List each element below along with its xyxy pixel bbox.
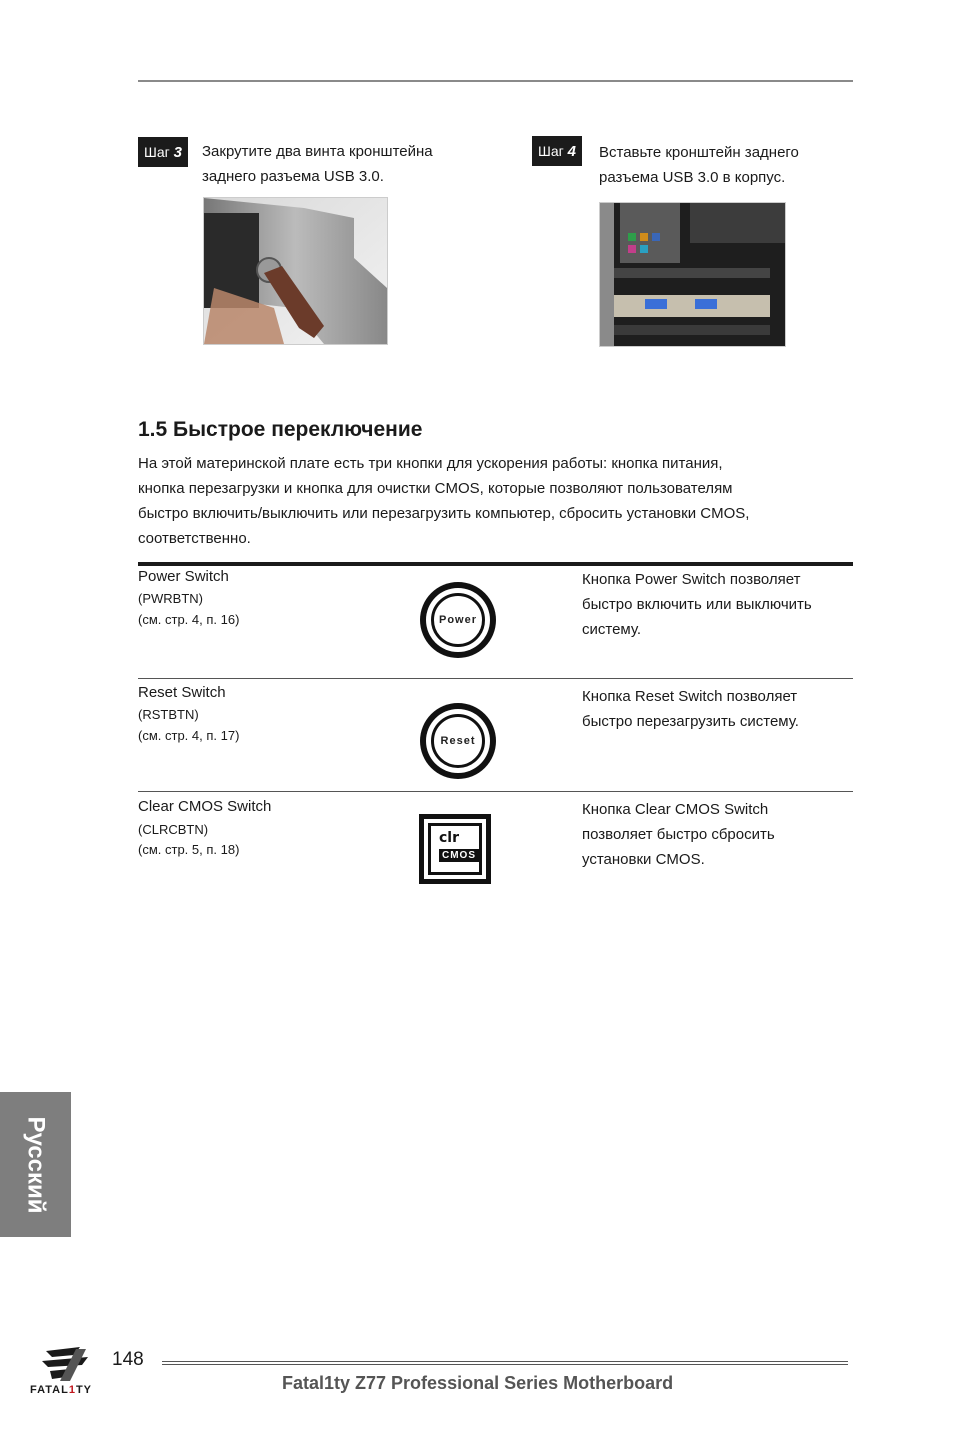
step-3-number: 3 — [173, 144, 182, 161]
power-button-icon — [420, 582, 496, 658]
desc-line: Кнопка Reset Switch позволяет — [582, 688, 798, 705]
clrcmos-switch-code: (CLRCBTN) — [138, 822, 209, 837]
brand-text-one: 1 — [68, 1384, 76, 1396]
page-number: 148 — [112, 1349, 144, 1370]
step-3-badge — [138, 137, 188, 167]
power-switch-ref: (см. стр. 4, п. 16) — [138, 612, 240, 627]
fatal1ty-wordmark — [30, 1384, 92, 1396]
intro-line: На этой материнской плате есть три кнопки для ускорения работы: кнопка питания, — [138, 455, 723, 472]
desc-line: быстро перезагрузить систему. — [582, 713, 799, 730]
footer-rule — [162, 1364, 848, 1365]
intro-line: быстро включить/выключить или перезагрузить компьютер, сбросить установки CMOS, — [138, 505, 750, 522]
reset-switch-code: (RSTBTN) — [138, 707, 199, 722]
footer-rule — [162, 1361, 848, 1362]
step-3-photo — [203, 197, 388, 345]
step-4-text-line2: разъема USB 3.0 в корпус. — [599, 169, 786, 186]
desc-line: Кнопка Power Switch позволяет — [582, 571, 801, 588]
desc-line: позволяет быстро сбросить — [582, 826, 775, 843]
reset-switch-name: Reset Switch — [138, 684, 226, 701]
clrcmos-switch-info — [138, 798, 271, 857]
step-3-text-line2: заднего разъема USB 3.0. — [202, 168, 384, 185]
step-4-text — [599, 140, 799, 190]
desc-line: установки CMOS. — [582, 851, 705, 868]
language-label: Русский — [22, 1116, 50, 1213]
clrcmos-switch-ref: (см. стр. 5, п. 18) — [138, 842, 240, 857]
step-4-photo — [599, 202, 786, 347]
case-install-photo — [600, 203, 785, 346]
section-intro — [138, 451, 853, 551]
desc-line: систему. — [582, 621, 642, 638]
reset-icon-label: Reset — [431, 714, 485, 768]
language-side-tab — [0, 1092, 71, 1237]
table-top-rule — [138, 562, 853, 566]
step-4-badge — [532, 136, 582, 166]
power-switch-code: (PWRBTN) — [138, 591, 203, 606]
step-3-text-line1: Закрутите два винта кронштейна — [202, 143, 433, 160]
power-switch-name: Power Switch — [138, 568, 229, 585]
power-switch-info — [138, 568, 239, 627]
desc-line: быстро включить или выключить — [582, 596, 812, 613]
power-switch-description — [582, 567, 812, 642]
clrcmos-switch-name: Clear CMOS Switch — [138, 798, 272, 815]
step-3-text — [202, 139, 433, 189]
clr-icon-label: clr — [439, 830, 460, 846]
desc-line: Кнопка Clear CMOS Switch — [582, 801, 769, 818]
intro-line: соответственно. — [138, 530, 251, 547]
row-divider — [138, 791, 853, 792]
screw-bracket-photo — [204, 198, 387, 344]
brand-text-b: TY — [75, 1384, 92, 1396]
power-icon-label: Power — [431, 593, 485, 647]
reset-switch-description — [582, 684, 799, 734]
clear-cmos-button-icon — [419, 814, 491, 884]
step-4-prefix: Шаг — [538, 143, 564, 159]
brand-text-a: FATAL — [30, 1384, 69, 1396]
section-title: 1.5 Быстрое переключение — [138, 418, 423, 441]
step-4-text-line1: Вставьте кронштейн заднего — [599, 144, 799, 161]
step-4-number: 4 — [567, 143, 576, 160]
footer-title: Fatal1ty Z77 Professional Series Motherboard — [282, 1373, 674, 1393]
fatal1ty-logo-icon — [40, 1347, 94, 1383]
cmos-icon-label: CMOS — [439, 849, 479, 862]
reset-switch-ref: (см. стр. 4, п. 17) — [138, 728, 240, 743]
row-divider — [138, 678, 853, 679]
clrcmos-switch-description — [582, 797, 775, 872]
intro-line: кнопка перезагрузки и кнопка для очистки CMOS, которые позволяют пользователям — [138, 480, 733, 497]
reset-button-icon — [420, 703, 496, 779]
step-3-prefix: Шаг — [144, 144, 170, 160]
reset-switch-info — [138, 684, 239, 743]
header-rule — [138, 80, 853, 82]
